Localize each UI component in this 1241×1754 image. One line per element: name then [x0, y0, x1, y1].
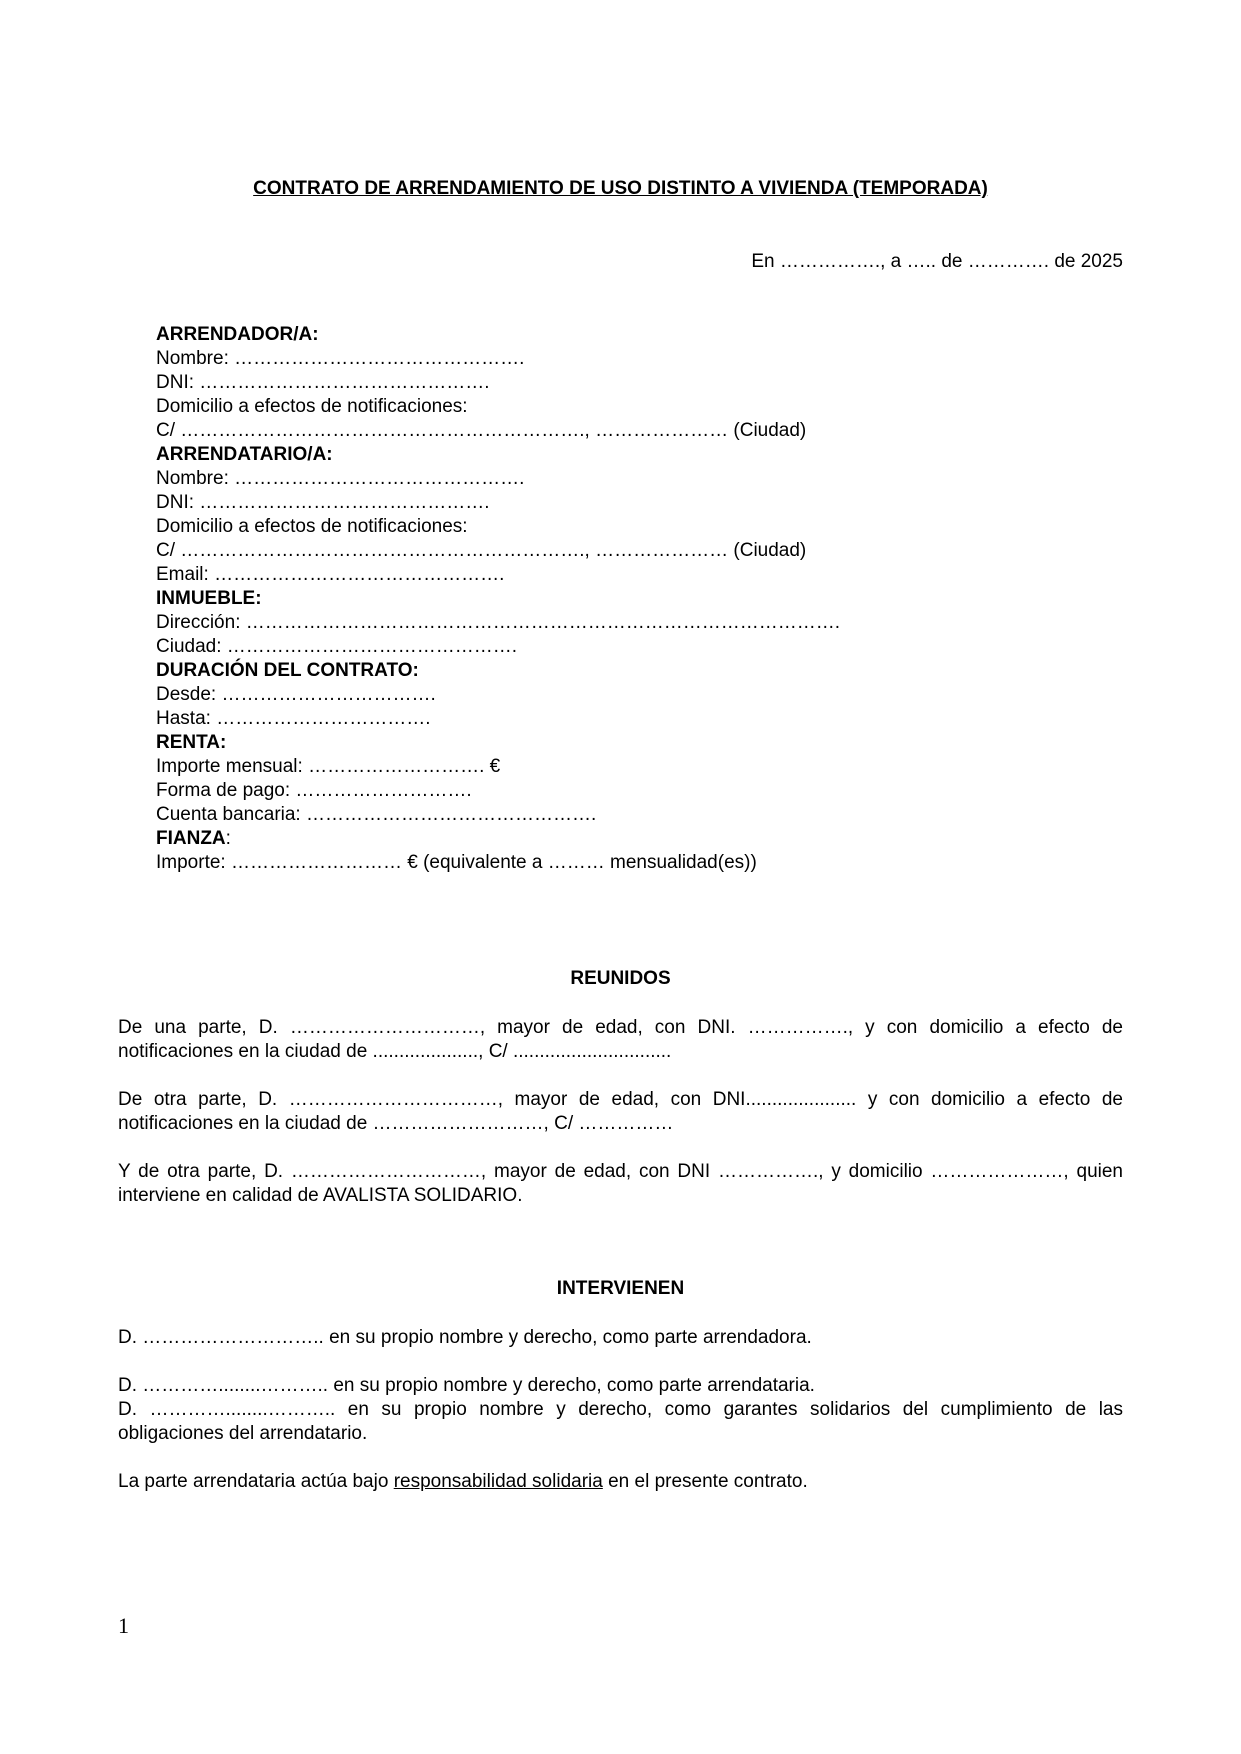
intervienen-parrafo-2	[118, 1374, 1123, 1446]
renta-forma-pago: Forma de pago: ……………………….	[156, 780, 472, 801]
intervienen-parrafo-3-text: D. …………........……….. en su propio nombre y derecho, como garantes solidarios del cumplimiento de las obligaciones del arrendatario.	[118, 1399, 1123, 1444]
intervienen-parrafo-4-text	[118, 1470, 1123, 1494]
reunidos-parrafo-2	[118, 1088, 1123, 1136]
reunidos-parrafo-1	[118, 1016, 1123, 1064]
arrendador-nombre: Nombre: ……………………………………….	[156, 348, 525, 369]
renta-cuenta: Cuenta bancaria: ……………………………………….	[156, 804, 597, 825]
intervienen-parrafo-1-text: D. ……………………….. en su propio nombre y derecho, como parte arrendadora.	[118, 1327, 812, 1348]
date-line: En ……………., a ….. de …………. de 2025	[751, 251, 1123, 272]
fianza-heading: FIANZA	[156, 828, 226, 849]
inmueble-ciudad: Ciudad: ……………………………………….	[156, 636, 518, 657]
arrendador-calle: C/ ………………………………………………………., ………………… (Ciudad)	[156, 420, 807, 441]
intervienen-parrafo-1	[118, 1326, 1123, 1350]
arrendatario-dni: DNI: ……………………………………….	[156, 492, 490, 513]
intervienen-heading: INTERVIENEN	[556, 1278, 685, 1299]
page-number: 1	[118, 1613, 129, 1638]
arrendatario-email: Email: ……………………………………….	[156, 564, 505, 585]
inmueble-direccion: Dirección: ………………………………………………………………………………….	[156, 612, 841, 633]
parties-block	[156, 323, 840, 875]
inmueble-heading: INMUEBLE:	[156, 588, 262, 609]
intervienen-parrafo-2-text: D. …………........……….. en su propio nombre y derecho, como parte arrendataria.	[118, 1375, 815, 1396]
arrendatario-heading: ARRENDATARIO/A:	[156, 444, 333, 465]
intervienen-parrafo-4	[118, 1470, 1123, 1494]
duracion-heading: DURACIÓN DEL CONTRATO:	[156, 660, 419, 681]
reunidos-heading: REUNIDOS	[570, 968, 671, 989]
reunidos-parrafo-3-text: Y de otra parte, D. …………………………, mayor de edad, con DNI ……………., y domicilio …………………, quien interviene en calidad de AVALISTA SOLIDARIO.	[118, 1161, 1123, 1206]
renta-importe: Importe mensual: ………………………. €	[156, 756, 501, 777]
reunidos-parrafo-2-text: De otra parte, D. ……………………………, mayor de edad, con DNI..................... y con domicilio a efecto de notificaciones en la ciudad de ………………………, C/ ……………	[118, 1089, 1123, 1134]
reunidos-parrafo-1-text: De una parte, D. …………………………, mayor de edad, con DNI. ……………., y con domicilio a efecto de notificaciones en la ciudad de ...................., C/ ..............................	[118, 1017, 1123, 1062]
arrendatario-domicilio-label: Domicilio a efectos de notificaciones:	[156, 516, 468, 537]
reunidos-parrafo-3	[118, 1160, 1123, 1208]
arrendatario-calle: C/ ………………………………………………………., ………………… (Ciudad)	[156, 540, 807, 561]
arrendador-heading: ARRENDADOR/A:	[156, 324, 319, 345]
responsabilidad-solidaria-text: responsabilidad solidaria	[393, 1471, 603, 1492]
arrendador-dni: DNI: ……………………………………….	[156, 372, 490, 393]
intervienen-p4-after: en el presente contrato.	[602, 1471, 808, 1492]
fianza-colon: :	[225, 828, 231, 849]
intervienen-p4-before: La parte arrendataria actúa bajo	[118, 1471, 394, 1492]
document-title: CONTRATO DE ARRENDAMIENTO DE USO DISTINTO A VIVIENDA (TEMPORADA)	[253, 178, 988, 199]
duracion-hasta: Hasta: …………………………….	[156, 708, 431, 729]
renta-heading: RENTA:	[156, 732, 227, 753]
duracion-desde: Desde: …………………………….	[156, 684, 436, 705]
arrendador-domicilio-label: Domicilio a efectos de notificaciones:	[156, 396, 468, 417]
arrendatario-nombre: Nombre: ……………………………………….	[156, 468, 525, 489]
fianza-heading-line	[156, 827, 840, 851]
fianza-importe: Importe: ……………………… € (equivalente a ……… mensualidad(es))	[156, 852, 757, 873]
